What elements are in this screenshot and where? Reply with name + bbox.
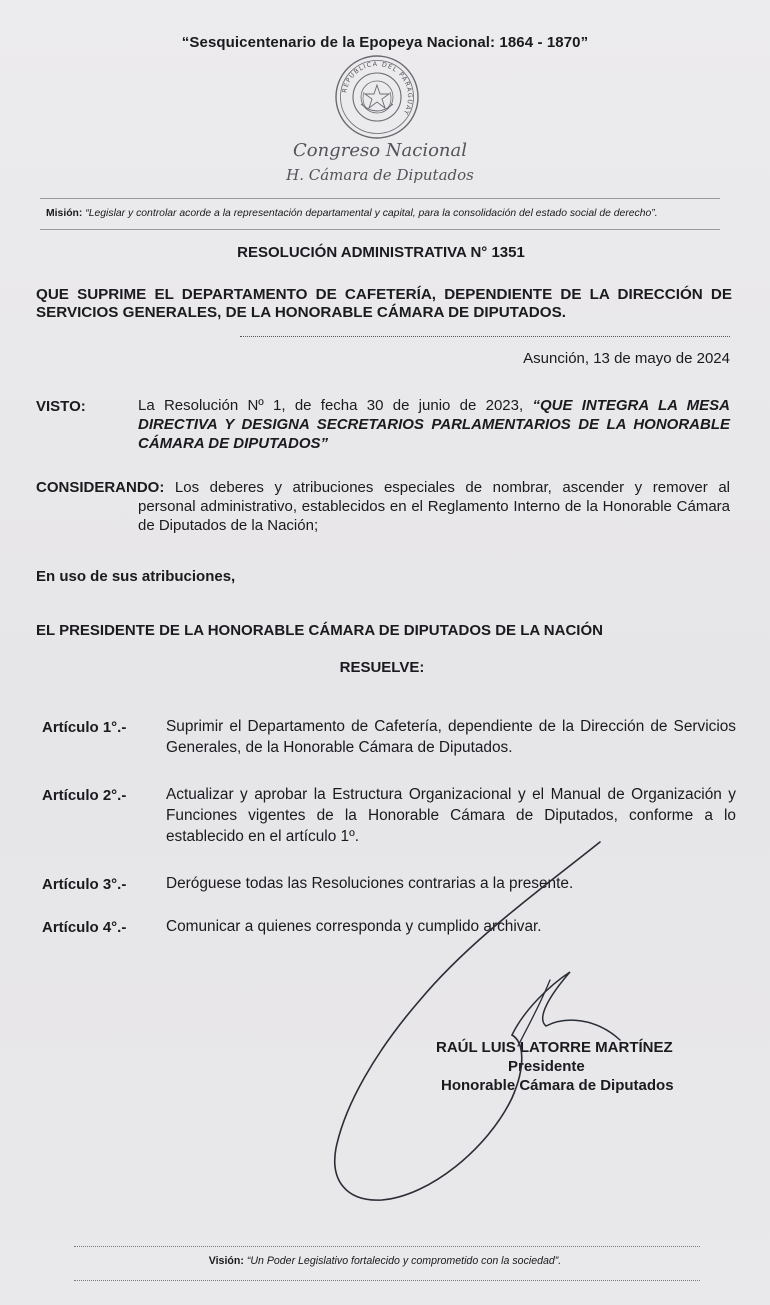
header-top-rule (40, 198, 720, 199)
considerando-section (36, 478, 730, 535)
article-1-label: Artículo 1°.- (42, 719, 127, 736)
vision-text: “Un Poder Legislativo fortalecido y comprometido con la sociedad”. (246, 1255, 562, 1267)
mission-text: “Legislar y controlar acorde a la representación departamental y capital, para la consolidación del estado social de derecho”. (85, 208, 658, 219)
article-1-text: Suprimir el Departamento de Cafetería, dependiente de la Dirección de Servicios Generales, de la Honorable Cámara de Diputados. (166, 718, 736, 756)
signatory-institution: Honorable Cámara de Diputados (441, 1077, 674, 1094)
considerando-text-first: Los deberes y atribuciones especiales de nombrar, ascender y remover al (174, 479, 730, 496)
subject-line-1: QUE SUPRIME EL DEPARTAMENTO DE CAFETERÍA, DEPENDIENTE DE LA DIRECCIÓN DE (36, 286, 732, 303)
vision-statement (0, 1255, 770, 1267)
article-3-text: Deróguese todas las Resoluciones contrarias a la presente. (166, 875, 574, 892)
article-4-label: Artículo 4°.- (42, 919, 127, 936)
header-bottom-rule (40, 229, 720, 230)
considerando-text-rest: personal administrativo, establecidos en el Reglamento Interno de la Honorable Cámara de Diputados de la Nación; (138, 498, 730, 534)
resolution-subject (36, 286, 732, 322)
signatory-name: RAÚL LUIS LATORRE MARTÍNEZ (436, 1039, 673, 1056)
svg-text:REPÚBLICA DEL PARAGUAY (341, 61, 413, 116)
footer-top-rule (74, 1246, 700, 1247)
chamber-name: H. Cámara de Diputados (286, 166, 474, 184)
national-seal-icon (334, 54, 420, 140)
uso-atribuciones: En uso de sus atribuciones, (36, 568, 236, 585)
signatory-role: Presidente (508, 1058, 585, 1075)
dotted-separator (240, 336, 730, 337)
president-heading: EL PRESIDENTE DE LA HONORABLE CÁMARA DE DIPUTADOS DE LA NACIÓN (36, 622, 603, 639)
resolution-title: RESOLUCIÓN ADMINISTRATIVA N° 1351 (237, 244, 525, 261)
article-2-text: Actualizar y aprobar la Estructura Organizacional y el Manual de Organización y Funciones vigentes de la Honorable Cámara de Diputados, conforme a lo establecido en el artículo 1º. (166, 786, 736, 845)
footer-bottom-rule (74, 1280, 700, 1281)
seal-text: REPÚBLICA DEL PARAGUAY (341, 60, 414, 117)
visto-label: VISTO: (36, 398, 86, 415)
mission-statement (46, 208, 746, 219)
considerando-first-line (36, 478, 730, 497)
visto-emphasis: “QUE INTEGRA LA MESA DIRECTIVA Y DESIGNA SECRETARIOS PARLAMENTARIOS DE LA HONORABLE CÁMARA DE DIPUTADOS” (138, 397, 730, 452)
resolution-date: Asunción, 13 de mayo de 2024 (523, 350, 730, 367)
article-4-text: Comunicar a quienes corresponda y cumplido archivar. (166, 918, 542, 935)
institution-name: Congreso Nacional (292, 140, 467, 161)
mission-label: Misión: (46, 208, 83, 219)
considerando-label: CONSIDERANDO: (36, 479, 165, 496)
article-2-label: Artículo 2°.- (42, 787, 127, 804)
visto-body (138, 396, 730, 453)
vision-label: Visión: (208, 1255, 244, 1267)
resuelve-heading: RESUELVE: (339, 659, 425, 676)
article-3-label: Artículo 3°.- (42, 876, 127, 893)
commemorative-slogan: “Sesquicentenario de la Epopeya Nacional: 1864 - 1870” (181, 34, 589, 51)
visto-text: La Resolución Nº 1, de fecha 30 de junio de 2023, (138, 397, 533, 414)
subject-line-2: SERVICIOS GENERALES, DE LA HONORABLE CÁMARA DE DIPUTADOS. (36, 304, 566, 321)
